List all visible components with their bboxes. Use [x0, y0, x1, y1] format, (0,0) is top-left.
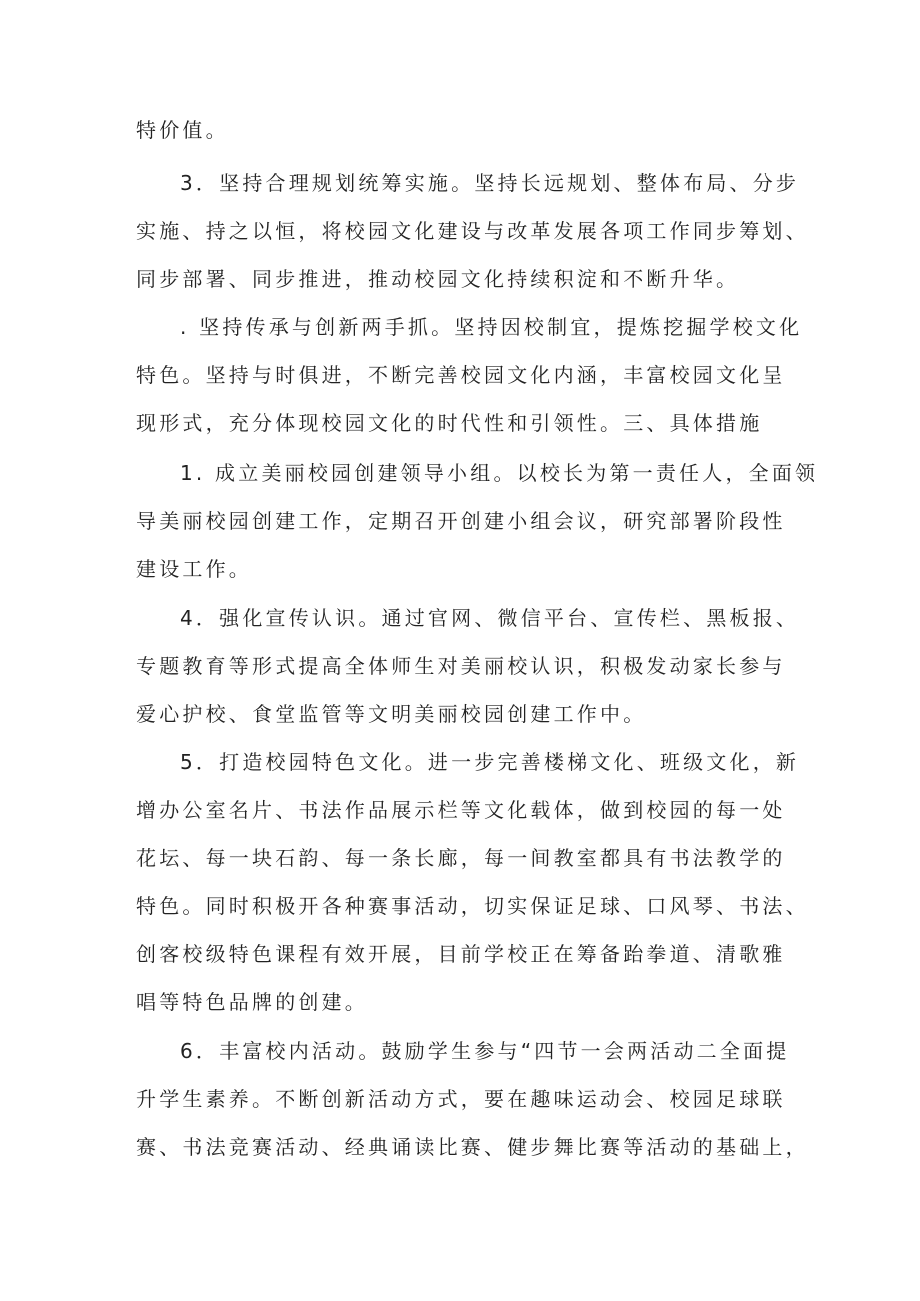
- paragraph-item-5: [136, 738, 816, 1026]
- text-line: 1. 成立美丽校园创建领导小组。以校长为第一责任人，全面领: [180, 461, 819, 485]
- paragraph-item-4: [136, 594, 816, 738]
- paragraph-item-3: [136, 159, 816, 303]
- text-line: 建设工作。: [136, 557, 252, 581]
- text-line: 升学生素养。不断创新活动方式，要在趣味运动会、校园足球联: [136, 1087, 786, 1111]
- text-line: 唱等特色品牌的创建。: [136, 990, 368, 1014]
- paragraph-item-1: [136, 449, 819, 593]
- text-line: 5．打造校园特色文化。进一步完善楼梯文化、班级文化，新: [180, 750, 800, 774]
- paragraph-inherit-innovate: [136, 303, 816, 447]
- text-line: 导美丽校园创建工作，定期召开创建小组会议，研究部署阶段性: [136, 509, 786, 533]
- text-line: 同步部署、同步推进，推动校园文化持续积淀和不断升华。: [136, 267, 740, 291]
- text-line: 4．强化宣传认识。通过官网、微信平台、宣传栏、黑板报、: [180, 606, 800, 630]
- text-line: 6．丰富校内活动。鼓励学生参与“四节一会两活动二全面提: [180, 1039, 790, 1063]
- text-line: 特价值。: [136, 118, 229, 142]
- text-line: 赛、书法竞赛活动、经典诵读比赛、健步舞比赛等活动的基础上，: [136, 1135, 809, 1159]
- text-line: 实施、持之以恒，将校园文化建设与改革发展各项工作同步筹划、: [136, 219, 809, 243]
- text-line: 现形式，充分体现校园文化的时代性和引领性。三、具体措施: [136, 411, 763, 435]
- text-line: 特色。坚持与时俱进，不断完善校园文化内涵，丰富校园文化呈: [136, 363, 786, 387]
- text-line: 特色。同时积极开各种赛事活动，切实保证足球、口风琴、书法、: [136, 894, 809, 918]
- text-line: 花坛、每一块石韵、每一条长廊，每一间教室都具有书法教学的: [136, 846, 786, 870]
- paragraph-continuation: [136, 106, 816, 154]
- text-line: . 坚持传承与创新两手抓。坚持因校制宜，提炼挖掘学校文化: [180, 315, 803, 339]
- text-line: 3．坚持合理规划统筹实施。坚持长远规划、整体布局、分步: [180, 171, 800, 195]
- paragraph-item-6: [136, 1027, 816, 1171]
- text-line: 创客校级特色课程有效开展，目前学校正在筹备跆拳道、清歌雅: [136, 942, 786, 966]
- text-line: 爱心护校、食堂监管等文明美丽校园创建工作中。: [136, 702, 647, 726]
- text-line: 专题教育等形式提高全体师生对美丽校认识，积极发动家长参与: [136, 654, 786, 678]
- text-line: 增办公室名片、书法作品展示栏等文化载体，做到校园的每一处: [136, 798, 786, 822]
